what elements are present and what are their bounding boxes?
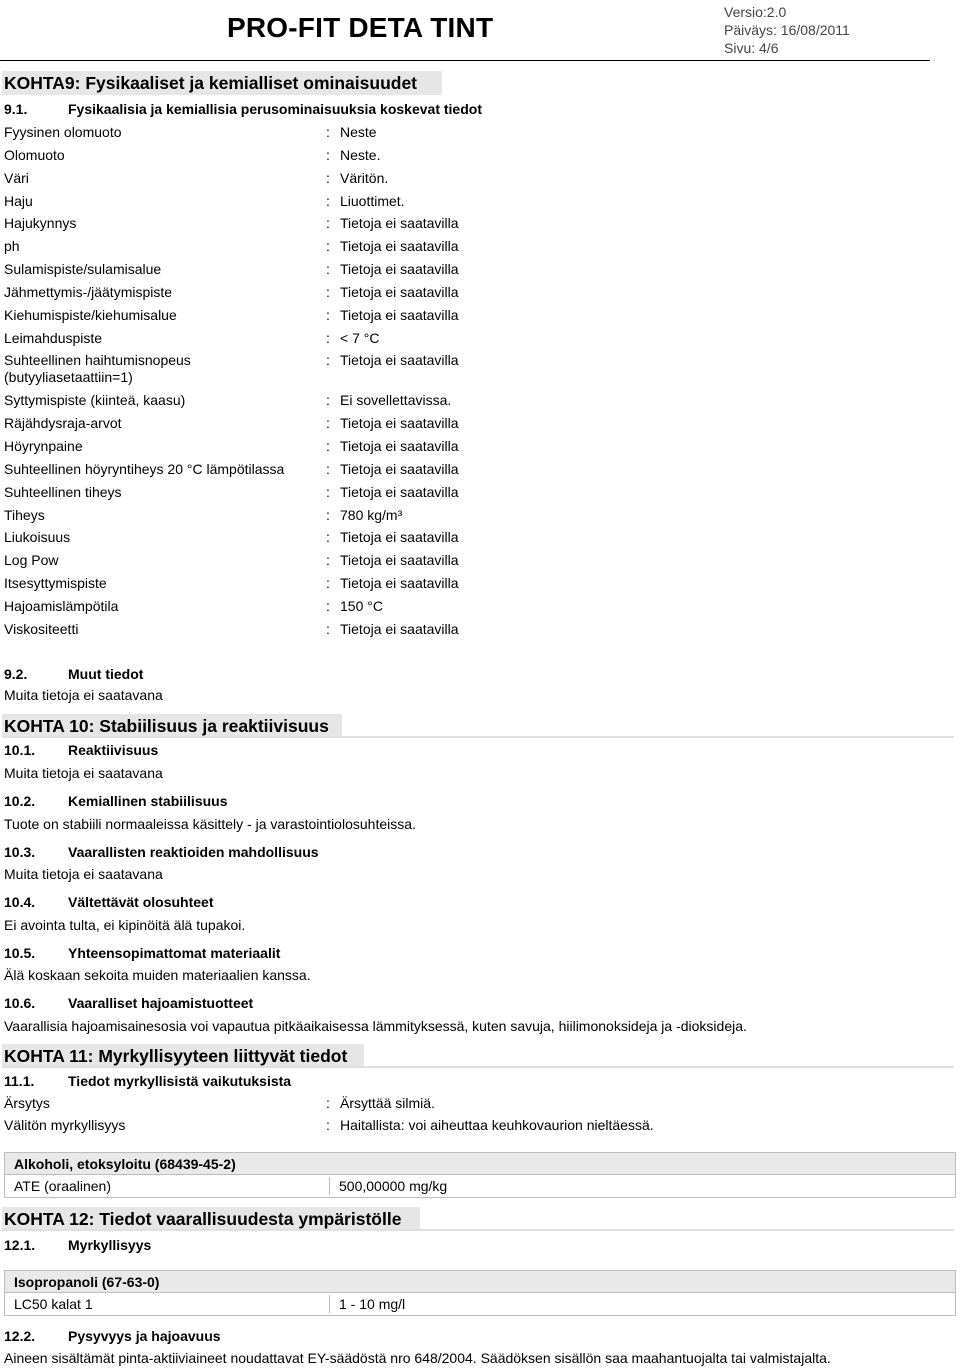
property-value: Tietoja ei saatavilla xyxy=(340,215,459,231)
property-name: Hajukynnys xyxy=(4,215,77,231)
version-label: Versio:2.0 xyxy=(724,4,787,20)
subsection-10-4-text: Ei avointa tulta, ei kipinöitä älä tupakoi. xyxy=(4,917,246,933)
subsection-10-3-text: Muita tietoja ei saatavana xyxy=(4,866,163,882)
table-row: ATE (oraalinen) 500,00000 mg/kg xyxy=(14,1178,448,1194)
property-value: Tietoja ei saatavilla xyxy=(340,352,459,368)
section-12-heading: KOHTA 12: Tiedot vaarallisuudesta ympäristölle xyxy=(2,1207,954,1231)
property-colon: : xyxy=(326,215,330,231)
property-name: Log Pow xyxy=(4,552,59,568)
subsection-10-1: 10.1. Reaktiivisuus xyxy=(4,742,159,758)
property-colon: : xyxy=(326,330,330,346)
property-colon: : xyxy=(326,307,330,323)
property-colon: : xyxy=(326,170,330,186)
property-value: Tietoja ei saatavilla xyxy=(340,307,459,323)
section-10-heading: KOHTA 10: Stabiilisuus ja reaktiivisuus xyxy=(2,714,954,738)
property-value: Neste. xyxy=(340,147,381,163)
property-colon: : xyxy=(326,352,330,368)
toxicity-table xyxy=(4,1152,956,1198)
property-value: Tietoja ei saatavilla xyxy=(340,438,459,454)
property-name: Väri xyxy=(4,170,29,186)
property-value: Tietoja ei saatavilla xyxy=(340,238,459,254)
property-value: Tietoja ei saatavilla xyxy=(340,461,459,477)
property-name: Tiheys xyxy=(4,507,45,523)
property-name: Jähmettymis-/jäätymispiste xyxy=(4,284,173,300)
property-name: ph xyxy=(4,238,20,254)
property-value: Tietoja ei saatavilla xyxy=(340,261,459,277)
ecotoxicity-table xyxy=(4,1270,956,1316)
property-value: Tietoja ei saatavilla xyxy=(340,284,459,300)
property-name: Suhteellinen tiheys xyxy=(4,484,122,500)
property-colon: : xyxy=(326,621,330,637)
subsection-9-2: 9.2. Muut tiedot xyxy=(4,666,144,682)
header-rule xyxy=(0,60,930,61)
subsection-10-5: 10.5. Yhteensopimattomat materiaalit xyxy=(4,945,281,961)
subsection-11-1: 11.1. Tiedot myrkyllisistä vaikutuksista xyxy=(4,1073,292,1089)
property-colon: : xyxy=(326,284,330,300)
property-value: 780 kg/m³ xyxy=(340,507,403,523)
property-colon: : xyxy=(326,124,330,140)
property-name: Syttymispiste (kiinteä, kaasu) xyxy=(4,392,186,408)
section-9-heading: KOHTA9: Fysikaaliset ja kemialliset ominaisuudet xyxy=(2,71,442,95)
property-value: Tietoja ei saatavilla xyxy=(340,529,459,545)
property-name: Kiehumispiste/kiehumisalue xyxy=(4,307,177,323)
section-11-heading: KOHTA 11: Myrkyllisyyteen liittyvät tiedot xyxy=(2,1044,954,1068)
property-name: Leimahduspiste xyxy=(4,330,103,346)
property-colon: : xyxy=(326,415,330,431)
product-title: PRO-FIT DETA TINT xyxy=(227,12,494,43)
subsection-10-5-text: Älä koskaan sekoita muiden materiaalien kanssa. xyxy=(4,967,311,983)
property-name: Olomuoto xyxy=(4,147,65,163)
property-name: Höyrynpaine xyxy=(4,438,83,454)
property-name: Hajoamislämpötila xyxy=(4,598,119,614)
property-name: Liukoisuus xyxy=(4,529,71,545)
subsection-12-2: 12.2. Pysyvyys ja hajoavuus xyxy=(4,1328,221,1344)
table-row: LC50 kalat 1 1 - 10 mg/l xyxy=(14,1296,406,1312)
property-value: Tietoja ei saatavilla xyxy=(340,552,459,568)
document-meta xyxy=(724,3,850,57)
property-colon: : xyxy=(326,461,330,477)
property-name: Fyysinen olomuoto xyxy=(4,124,122,140)
subsection-10-4: 10.4. Vältettävät olosuhteet xyxy=(4,894,214,910)
property-colon: : xyxy=(326,575,330,591)
property-colon: : xyxy=(326,598,330,614)
page-header xyxy=(0,0,960,62)
property-name: Itsesyttymispiste xyxy=(4,575,107,591)
property-colon: : xyxy=(326,484,330,500)
page-number: Sivu: 4/6 xyxy=(724,40,779,56)
property-name: Sulamispiste/sulamisalue xyxy=(4,261,162,277)
subsection-10-3: 10.3. Vaarallisten reaktioiden mahdollisuus xyxy=(4,844,319,860)
property-value: Väritön. xyxy=(340,170,389,186)
subsection-9-1: 9.1. Fysikaalisia ja kemiallisia perusominaisuuksia koskevat tiedot xyxy=(4,101,482,117)
property-colon: : xyxy=(326,552,330,568)
property-name: Suhteellinen haihtumisnopeus (butyyliasetaattiin=1) xyxy=(4,352,191,385)
subsection-12-1: 12.1. Myrkyllisyys xyxy=(4,1237,152,1253)
property-value: Tietoja ei saatavilla xyxy=(340,575,459,591)
date-label: Päiväys: 16/08/2011 xyxy=(724,22,850,38)
property-colon: : xyxy=(326,507,330,523)
subsection-10-6-text: Vaarallisia hajoamisainesosia voi vapautua pitkäaikaisessa lämmityksessä, kuten savuja, hiilimonoksideja ja -dioksideja. xyxy=(4,1018,747,1034)
property-value: Liuottimet. xyxy=(340,193,405,209)
property-value: Tietoja ei saatavilla xyxy=(340,621,459,637)
subsection-10-2: 10.2. Kemiallinen stabiilisuus xyxy=(4,793,228,809)
property-colon: : xyxy=(326,147,330,163)
subsection-9-2-text: Muita tietoja ei saatavana xyxy=(4,687,163,703)
property-colon: : xyxy=(326,238,330,254)
subsection-10-6: 10.6. Vaaralliset hajoamistuotteet xyxy=(4,995,254,1011)
property-value: Tietoja ei saatavilla xyxy=(340,415,459,431)
table-header: Alkoholi, etoksyloitu (68439-45-2) xyxy=(5,1153,955,1175)
property-name: Suhteellinen höyryntiheys 20 °C lämpötilassa xyxy=(4,461,285,477)
property-colon: : xyxy=(326,261,330,277)
property-colon: : xyxy=(326,529,330,545)
property-value: Ei sovellettavissa. xyxy=(340,392,452,408)
property-colon: : xyxy=(326,193,330,209)
property-name: Viskositeetti xyxy=(4,621,79,637)
property-value: 150 °C xyxy=(340,598,383,614)
property-value: Neste xyxy=(340,124,377,140)
property-colon: : xyxy=(326,438,330,454)
property-name: Haju xyxy=(4,193,33,209)
table-header: Isopropanoli (67-63-0) xyxy=(5,1271,955,1293)
subsection-12-2-text: Aineen sisältämät pinta-aktiiviaineet noudattavat EY-säädöstä nro 648/2004. Säädöksen sisällön saa maahantuojalta tai valmistajalta. xyxy=(4,1350,831,1366)
property-colon: : xyxy=(326,392,330,408)
property-value: Tietoja ei saatavilla xyxy=(340,484,459,500)
subsection-10-2-text: Tuote on stabiili normaaleissa käsittely - ja varastointiolosuhteissa. xyxy=(4,816,416,832)
property-value: < 7 °C xyxy=(340,330,380,346)
property-name: Räjähdysraja-arvot xyxy=(4,415,122,431)
subsection-10-1-text: Muita tietoja ei saatavana xyxy=(4,765,163,781)
